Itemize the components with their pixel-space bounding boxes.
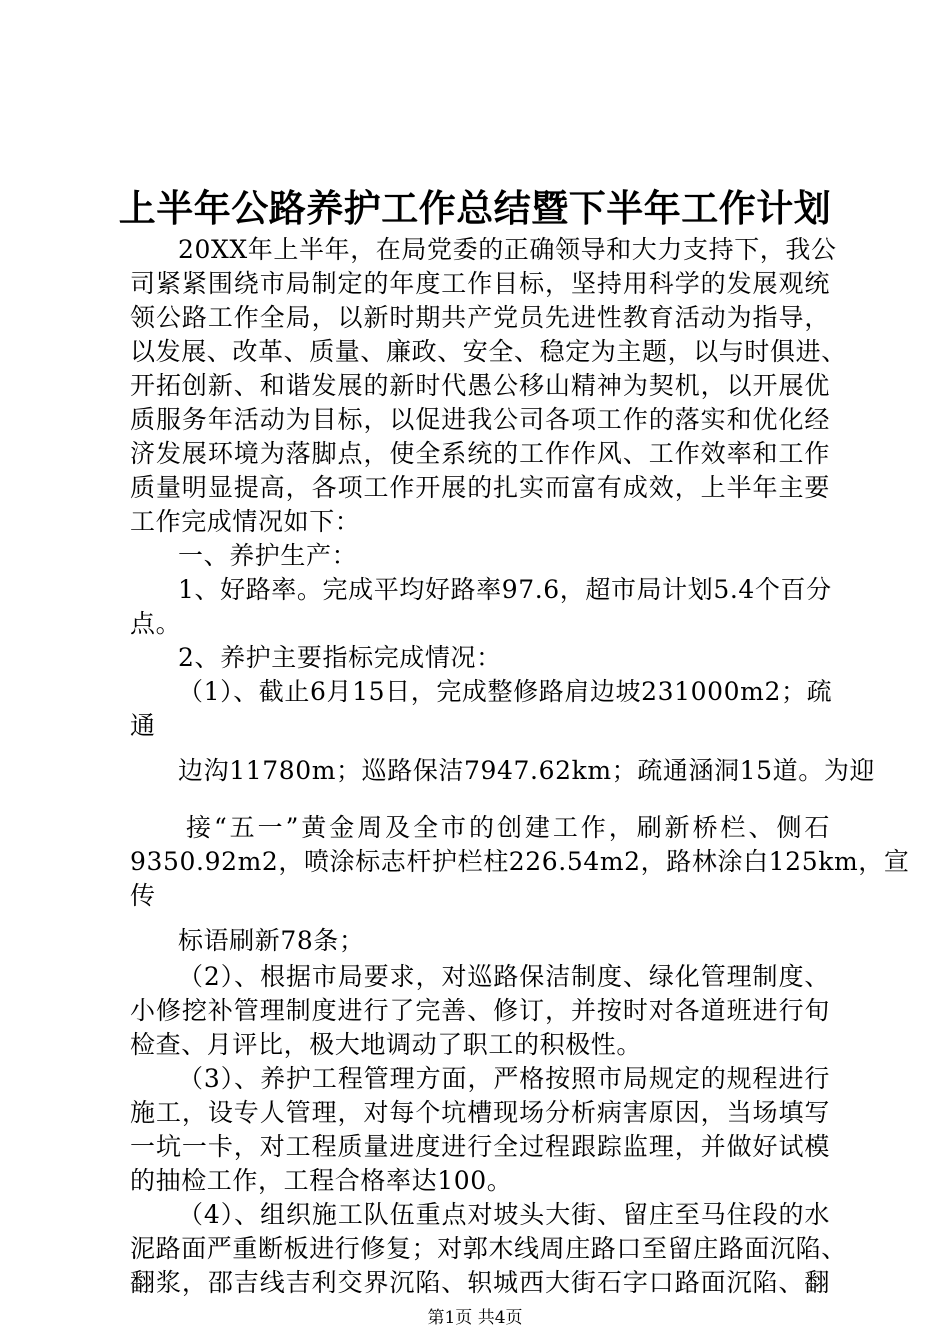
paragraph-line: 开拓创新、和谐发展的新时代愚公移山精神为契机，以开展优 <box>130 371 830 400</box>
paragraph-line: （4）、组织施工队伍重点对坡头大街、留庄至马住段的水 <box>178 1200 830 1229</box>
paragraph-line: 司紧紧围绕市局制定的年度工作目标，坚持用科学的发展观统 <box>130 269 830 298</box>
paragraph-line: 工作完成情况如下： <box>130 507 361 536</box>
paragraph-line: 泥路面严重断板进行修复；对郭木线周庄路口至留庄路面沉陷、 <box>130 1234 847 1263</box>
paragraph-line: 质服务年活动为目标，以促进我公司各项工作的落实和优化经 <box>130 405 830 434</box>
subsection-heading: 2、养护主要指标完成情况： <box>178 643 502 672</box>
paragraph-line: （3）、养护工程管理方面，严格按照市局规定的规程进行 <box>178 1064 830 1093</box>
paragraph-line: 标语刷新78条； <box>178 926 365 955</box>
paragraph-line: 20XX年上半年，在局党委的正确领导和大力支持下，我公 <box>178 235 837 264</box>
paragraph-line: 施工，设专人管理，对每个坑槽现场分析病害原因，当场填写 <box>130 1098 830 1127</box>
paragraph-line: 传 <box>130 881 156 910</box>
paragraph-line: 的抽检工作，工程合格率达100。 <box>130 1166 513 1195</box>
paragraph-line: 检查、月评比，极大地调动了职工的积极性。 <box>130 1030 643 1059</box>
paragraph-line: 小修挖补管理制度进行了完善、修订，并按时对各道班进行旬 <box>130 996 830 1025</box>
section-heading: 一、养护生产： <box>178 541 358 570</box>
paragraph-line: 接“五一”黄金周及全市的创建工作，刷新桥栏、侧石 <box>186 813 830 842</box>
paragraph-line: 质量明显提高，各项工作开展的扎实而富有成效，上半年主要 <box>130 473 830 502</box>
paragraph-line: 以发展、改革、质量、廉政、安全、稳定为主题，以与时俱进、 <box>130 337 847 366</box>
paragraph-line: 9350.92m2，喷涂标志杆护栏柱226.54m2，路林涂白125km，宣 <box>130 847 910 876</box>
document-title: 上半年公路养护工作总结暨下半年工作计划 <box>118 186 832 230</box>
paragraph-line: 通 <box>130 711 156 740</box>
paragraph-line: （2）、根据市局要求，对巡路保洁制度、绿化管理制度、 <box>178 962 830 991</box>
paragraph-line: 1、好路率。完成平均好路率97.6，超市局计划5.4个百分 <box>178 575 832 604</box>
paragraph-line: （1）、截止6月15日，完成整修路肩边坡231000m2；疏 <box>178 677 833 706</box>
paragraph-line: 点。 <box>130 609 182 638</box>
paragraph-line: 一坑一卡，对工程质量进度进行全过程跟踪监理，并做好试模 <box>130 1132 830 1161</box>
paragraph-line: 翻浆，邵吉线吉利交界沉陷、轵城西大街石字口路面沉陷、翻 <box>130 1268 830 1297</box>
page-number: 第1页 共4页 <box>427 1308 523 1328</box>
paragraph-line: 边沟11780m；巡路保洁7947.62km；疏通涵洞15道。为迎 <box>178 756 876 785</box>
paragraph-line: 领公路工作全局，以新时期共产党员先进性教育活动为指导， <box>130 303 830 332</box>
paragraph-line: 济发展环境为落脚点，使全系统的工作作风、工作效率和工作 <box>130 439 830 468</box>
